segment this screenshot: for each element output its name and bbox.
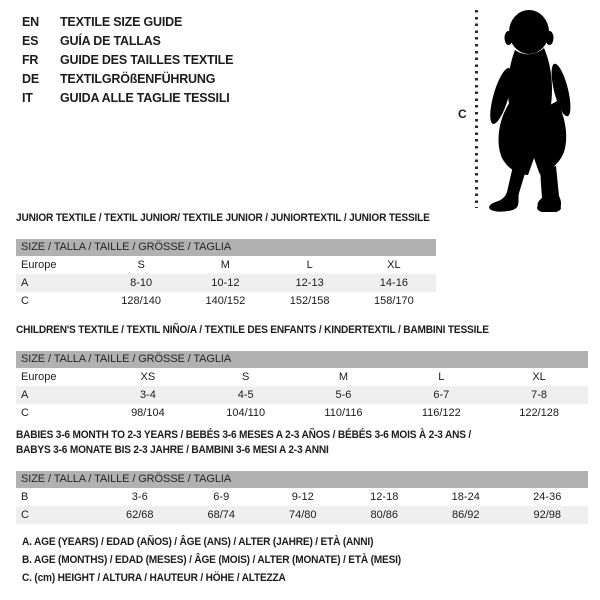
- size-cell: 86/92: [451, 509, 480, 521]
- footnotes: [22, 533, 434, 587]
- language-title: TEXTILGRÖßENFÜHRUNG: [60, 72, 216, 86]
- size-cell: 140/152: [205, 295, 246, 307]
- footnote: B. AGE (MONTHS) / EDAD (MESES) / ÂGE (MOIS) / ALTER (MONATE) / ETÀ (MESI): [22, 554, 401, 566]
- size-cell: 80/86: [370, 509, 399, 521]
- size-cell: S: [242, 371, 250, 383]
- size-cell: 12-13: [295, 277, 324, 289]
- size-cell: M: [220, 259, 230, 271]
- language-code: DE: [22, 72, 39, 86]
- language-code: ES: [22, 34, 39, 48]
- row-label: A: [21, 389, 29, 401]
- table-title: BABYS 3-6 MONATE BIS 2-3 JAHRE / BAMBINI 3-6 MESI A 2-3 ANNI: [16, 444, 329, 456]
- language-list: [22, 13, 233, 108]
- size-cell: 24-36: [533, 491, 562, 503]
- size-cell: XS: [140, 371, 156, 383]
- language-row: [22, 89, 233, 108]
- size-header-bar: SIZE / TALLA / TAILLE / GRÖSSE / TAGLIA: [16, 351, 588, 368]
- size-header-bar: SIZE / TALLA / TAILLE / GRÖSSE / TAGLIA: [16, 471, 588, 488]
- size-table: [16, 471, 588, 524]
- row-label: B: [21, 491, 29, 503]
- table-row: [16, 292, 436, 310]
- size-table: [16, 239, 436, 310]
- language-title: GUÍA DE TALLAS: [60, 34, 161, 48]
- language-title: GUIDA ALLE TAGLIE TESSILI: [60, 91, 230, 105]
- size-header-bar: SIZE / TALLA / TAILLE / GRÖSSE / TAGLIA: [16, 239, 436, 256]
- size-cell: 122/128: [519, 407, 559, 419]
- size-cell: 6-9: [213, 491, 230, 503]
- table-row: [16, 368, 588, 386]
- size-cell: 158/170: [373, 295, 414, 307]
- language-title: TEXTILE SIZE GUIDE: [60, 15, 183, 29]
- language-row: [22, 51, 233, 70]
- language-row: [22, 32, 233, 51]
- junior-textile-section: [16, 211, 436, 310]
- size-cell: 8-10: [130, 277, 153, 289]
- language-row: [22, 13, 233, 32]
- size-cell: 152/158: [289, 295, 330, 307]
- language-code: IT: [22, 91, 33, 105]
- size-cell: 110/116: [324, 407, 363, 419]
- size-cell: M: [338, 371, 349, 383]
- table-title: JUNIOR TEXTILE / TEXTIL JUNIOR/ TEXTILE JUNIOR / JUNIORTEXTIL / JUNIOR TESSILE: [16, 212, 430, 224]
- size-cell: 3-4: [139, 389, 156, 401]
- size-cell: 6-7: [433, 389, 450, 401]
- size-cell: 18-24: [451, 491, 480, 503]
- figure-area: [452, 0, 600, 215]
- row-label: Europe: [21, 259, 57, 271]
- babies-textile-section: [16, 428, 588, 524]
- row-label: C: [21, 407, 29, 419]
- size-cell: 10-12: [211, 277, 240, 289]
- size-table: [16, 351, 588, 422]
- row-label: A: [21, 277, 29, 289]
- size-cell: L: [438, 371, 445, 383]
- height-measure-dashed-line: [475, 10, 478, 208]
- size-cell: 68/74: [207, 509, 236, 521]
- size-cell: 9-12: [291, 491, 314, 503]
- footnote: A. AGE (YEARS) / EDAD (AÑOS) / ÂGE (ANS) / ALTER (JAHRE) / ETÀ (ANNI): [22, 536, 374, 548]
- size-cell: 14-16: [379, 277, 408, 289]
- size-cell: 5-6: [335, 389, 352, 401]
- height-measure-label: C: [458, 107, 467, 121]
- size-cell: 62/68: [125, 509, 154, 521]
- table-title: CHILDREN'S TEXTILE / TEXTIL NIÑO/A / TEXTILE DES ENFANTS / KINDERTEXTIL / BAMBINI TESSILE: [16, 324, 489, 336]
- size-cell: 92/98: [533, 509, 562, 521]
- size-cell: 98/104: [131, 407, 165, 419]
- size-cell: 3-6: [131, 491, 148, 503]
- table-title: BABIES 3-6 MONTH TO 2-3 YEARS / BEBÉS 3-6 MESES A 2-3 AÑOS / BÉBÉS 3-6 MOIS À 2-3 ANS /: [16, 429, 472, 441]
- size-cell: XL: [387, 259, 401, 271]
- footnote: C. (cm) HEIGHT / ALTURA / HAUTEUR / HÖHE / ALTEZZA: [22, 572, 286, 584]
- table-row: [16, 386, 588, 404]
- table-row: [16, 488, 588, 506]
- childrens-textile-section: [16, 323, 588, 422]
- language-row: [22, 70, 233, 89]
- row-label: C: [21, 295, 29, 307]
- language-code: FR: [22, 53, 39, 67]
- row-label: C: [21, 509, 29, 521]
- size-cell: S: [137, 259, 145, 271]
- size-cell: XL: [532, 371, 546, 383]
- size-cell: 12-18: [370, 491, 399, 503]
- size-cell: 128/140: [121, 295, 161, 307]
- size-cell: 4-5: [237, 389, 254, 401]
- size-cell: 74/80: [288, 509, 317, 521]
- language-title: GUIDE DES TAILLES TEXTILE: [60, 53, 234, 67]
- table-row: [16, 256, 436, 274]
- row-label: Europe: [21, 371, 57, 383]
- table-row: [16, 404, 588, 422]
- size-cell: 104/110: [226, 407, 266, 419]
- size-cell: 116/122: [421, 407, 461, 419]
- language-code: EN: [22, 15, 39, 29]
- size-cell: 7-8: [531, 389, 548, 401]
- table-row: [16, 274, 436, 292]
- table-row: [16, 506, 588, 524]
- baby-silhouette-icon: [482, 8, 578, 212]
- size-cell: L: [306, 259, 313, 271]
